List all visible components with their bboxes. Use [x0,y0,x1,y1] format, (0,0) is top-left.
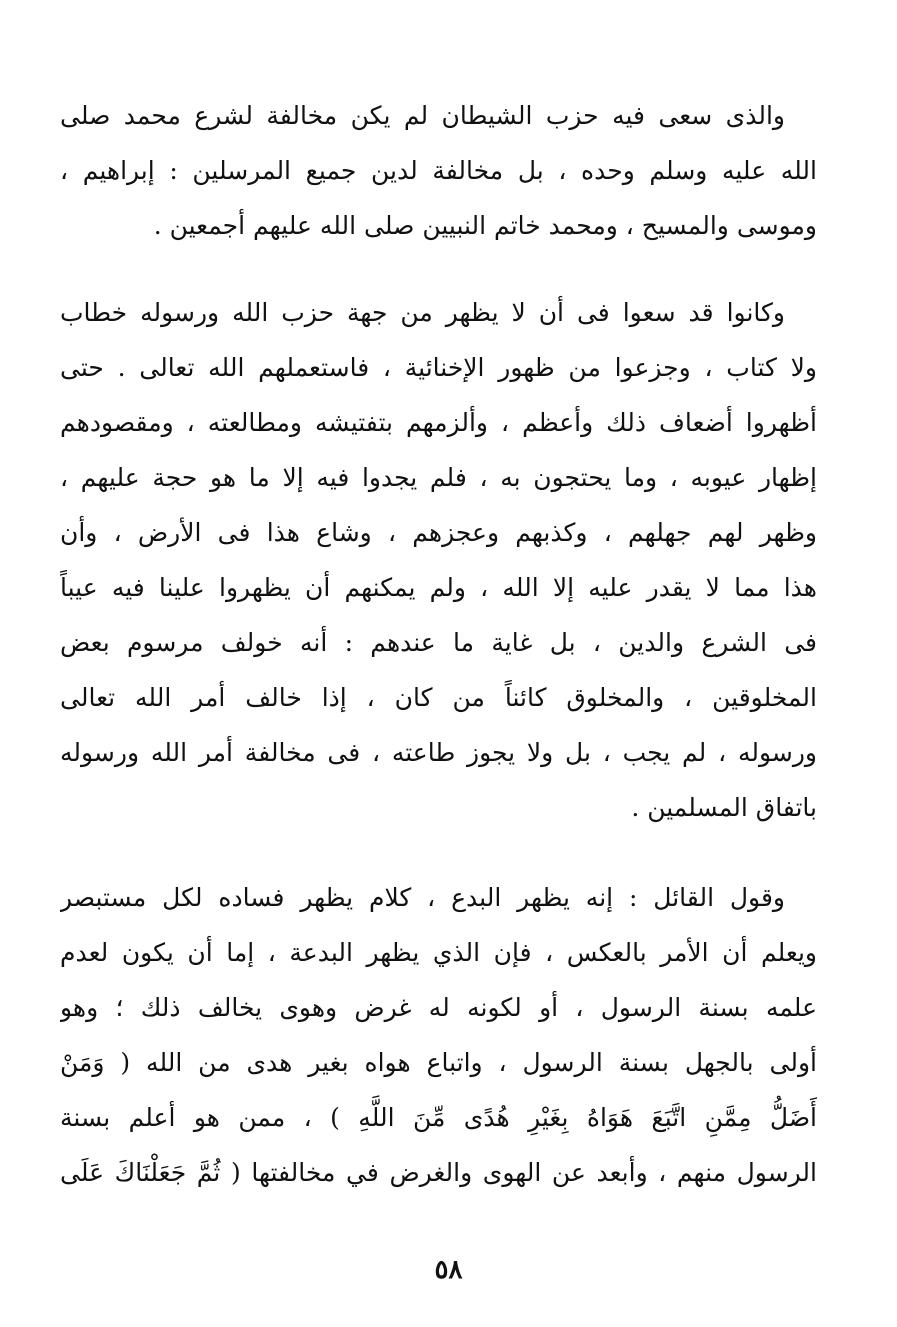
paragraph-2 [60,285,817,835]
page-number: ٥٨ [434,1255,463,1285]
text-line: أَضَلُّ مِمَّنِ اتَّبَعَ هَوَاهُ بِغَيْرِ هُدًى مِّنَ اللَّهِ ) ، ممن هو أعلم بسنة [60,1103,817,1132]
text-line: علمه بسنة الرسول ، أو لكونه له غرض وهوى يخالف ذلك ؛ وهو [60,993,817,1022]
text-line: وقول القائل : إنه يظهر البدع ، كلام يظهر فساده لكل مستبصر [60,883,785,912]
paragraph-1 [60,88,817,253]
text-line: والذى سعى فيه حزب الشيطان لم يكن مخالفة لشرع محمد صلى [60,101,785,130]
text-line: وظهر لهم جهلهم ، وكذبهم وعجزهم ، وشاع هذا فى الأرض ، وأن [60,518,817,547]
text-line: الرسول منهم ، وأبعد عن الهوى والغرض في مخالفتها ( ثُمَّ جَعَلْنَاكَ عَلَى [60,1158,817,1187]
text-line: إظهار عيوبه ، وما يحتجون به ، فلم يجدوا فيه إلا ما هو حجة عليهم ، [60,463,817,492]
text-line: ولا كتاب ، وجزعوا من ظهور الإخنائية ، فاستعملهم الله تعالى . حتى [60,353,817,382]
text-line: باتفاق المسلمين . [631,793,817,822]
text-line: هذا مما لا يقدر عليه إلا الله ، ولم يمكنهم أن يظهروا علينا فيه عيباً [60,573,817,602]
text-line: أولى بالجهل بسنة الرسول ، واتباع هواه بغير هدى من الله ( وَمَنْ [60,1048,817,1077]
paragraph-3 [60,870,817,1200]
text-line: ورسوله ، لم يجب ، بل ولا يجوز طاعته ، فى مخالفة أمر الله ورسوله [60,738,817,767]
text-line: المخلوقين ، والمخلوق كائناً من كان ، إذا خالف أمر الله تعالى [60,683,817,712]
text-line: فى الشرع والدين ، بل غاية ما عندهم : أنه خولف مرسوم بعض [60,628,817,657]
text-line: وكانوا قد سعوا فى أن لا يظهر من جهة حزب الله ورسوله خطاب [60,298,785,327]
text-line: أظهروا أضعاف ذلك وأعظم ، وألزمهم بتفتيشه ومطالعته ، ومقصودهم [60,408,817,437]
text-line: الله عليه وسلم وحده ، بل مخالفة لدين جميع المرسلين : إبراهيم ، [60,156,817,185]
text-line: ويعلم أن الأمر بالعكس ، فإن الذي يظهر البدعة ، إما أن يكون لعدم [60,938,817,967]
text-line: وموسى والمسيح ، ومحمد خاتم النبيين صلى الله عليهم أجمعين . [153,211,817,240]
